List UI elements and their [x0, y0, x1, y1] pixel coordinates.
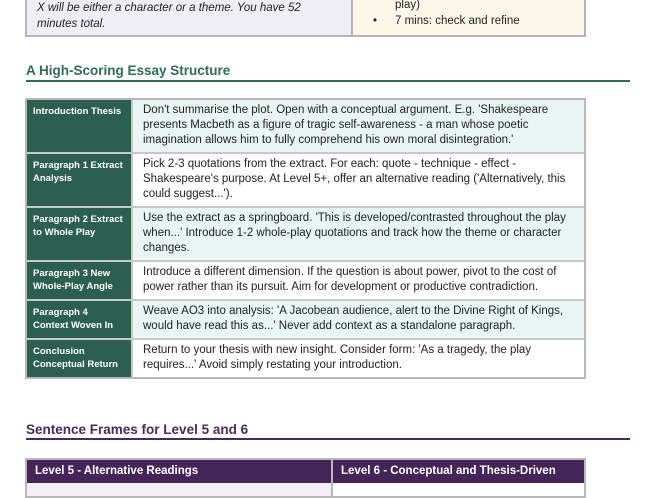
bullet-icon: •: [373, 15, 378, 27]
table-row: [27, 206, 584, 260]
row-label: Introduction Thesis: [27, 100, 133, 152]
heading-divider: [26, 80, 630, 82]
frames-column-level5: [27, 460, 333, 496]
heading-divider: [26, 438, 630, 440]
row-label: Paragraph 4 Context Woven In: [27, 301, 133, 338]
sentence-frames-table: [25, 458, 586, 498]
timing-bullet-item: [373, 13, 584, 29]
row-label: Paragraph 3 New Whole-Play Angle: [27, 262, 133, 299]
frames-column-level6: [333, 460, 584, 496]
row-label: Conclusion Conceptual Return: [27, 340, 133, 377]
column-body: [27, 483, 331, 496]
sentence-frames-heading: Sentence Frames for Level 5 and 6: [26, 422, 249, 437]
column-header: Level 5 - Alternative Readings: [27, 460, 331, 483]
column-header: Level 6 - Conceptual and Thesis-Driven: [333, 460, 584, 483]
timing-table: [25, 0, 586, 37]
table-row: [27, 338, 584, 377]
row-label: Paragraph 2 Extract to Whole Play: [27, 208, 133, 260]
row-description: Return to your thesis with new insight. Consider form: 'As a tragedy, the play requires...' Avoid simply restating your introduction.: [133, 340, 584, 377]
row-description: Weave AO3 into analysis: 'A Jacobean audience, alert to the Divine Right of Kings, would have read this as...' Never add context as a standalone paragraph.: [133, 301, 584, 338]
row-description: Introduce a different dimension. If the question is about power, pivot to the cost of power rather than its pursuit. Aim for development or productive contradiction.: [133, 262, 584, 299]
table-row: [27, 152, 584, 206]
task-instructions-line: X will be either a character or a theme. You have 52: [37, 2, 301, 14]
table-row: [27, 100, 584, 152]
row-description: Use the extract as a springboard. 'This is developed/contrasted throughout the play when...' Introduce 1-2 whole-play quotations and track how the theme or character changes.: [133, 208, 584, 260]
row-description: Don't summarise the plot. Open with a conceptual argument. E.g. 'Shakespeare presents Macbeth as a figure of tragic self-awareness - a man whose poetic imagination allows him to fully comprehend his own moral disintegration.': [133, 100, 584, 152]
timing-continuation: play): [395, 0, 420, 11]
essay-structure-heading: A High-Scoring Essay Structure: [26, 63, 231, 78]
task-instructions-line: minutes total.: [37, 18, 106, 30]
essay-structure-table: [25, 98, 586, 379]
row-description: Pick 2-3 quotations from the extract. For each: quote - technique - effect - Shakespeare's purpose. At Level 5+, offer an alternative reading ('Alternatively, this could suggest...').: [133, 154, 584, 206]
timing-plan-cell: [353, 0, 584, 35]
task-instructions-cell: [27, 0, 353, 35]
table-row: [27, 299, 584, 338]
table-row: [27, 260, 584, 299]
row-label: Paragraph 1 Extract Analysis: [27, 154, 133, 206]
timing-bullet-text: 7 mins: check and refine: [395, 15, 520, 27]
column-body: [333, 483, 584, 496]
